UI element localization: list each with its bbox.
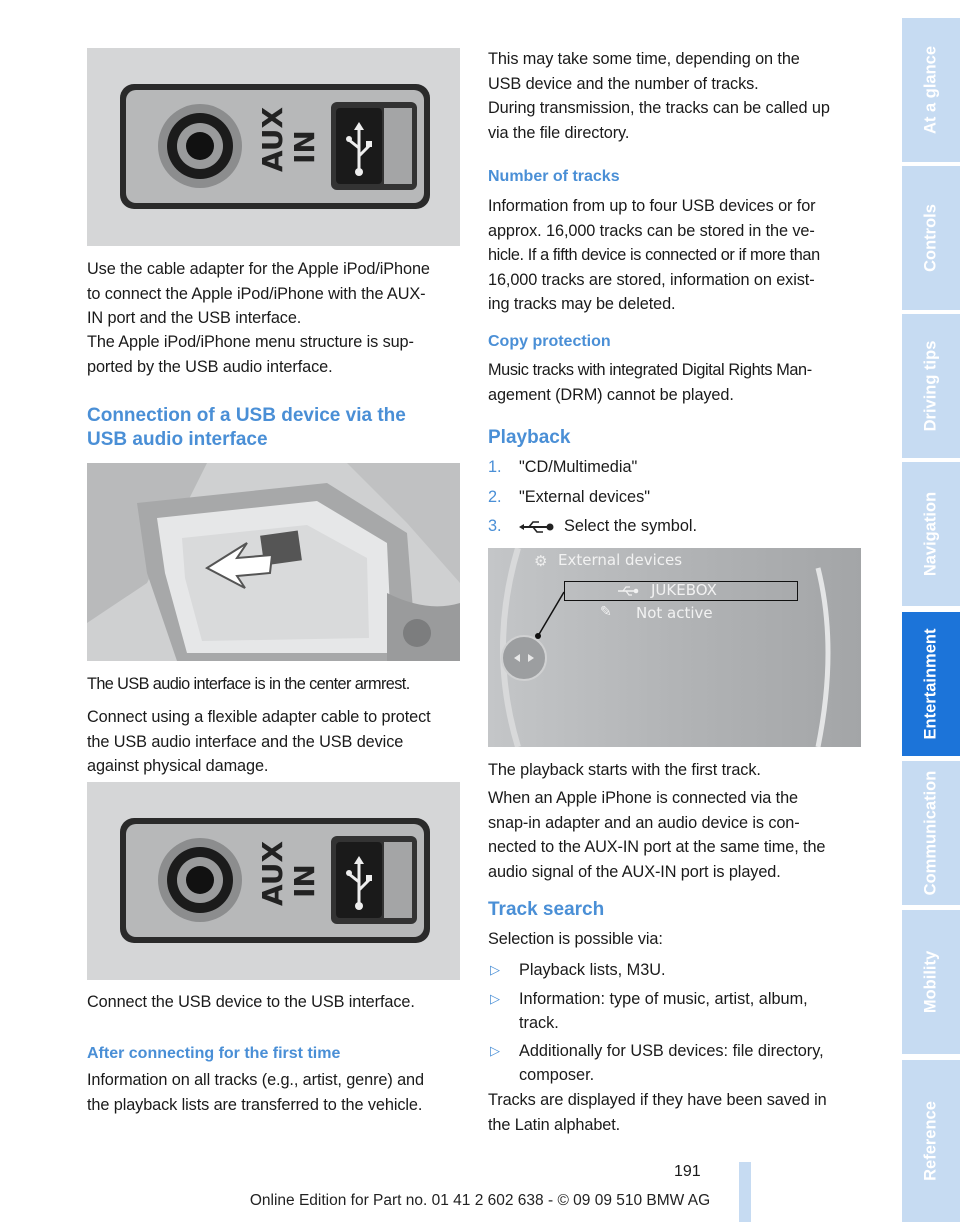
footer-edition: Online Edition for Part no. 01 41 2 602 638 - © 09 09 510 BMW AG bbox=[249, 1192, 711, 1209]
aux-in-label bbox=[256, 840, 321, 916]
para-selection bbox=[488, 927, 862, 952]
aux-usb-figure-2 bbox=[87, 782, 460, 980]
screen-title: External devices bbox=[558, 551, 683, 569]
heading-line: Copy protection bbox=[488, 333, 611, 350]
not-active-item[interactable]: Not active bbox=[636, 604, 713, 622]
para-copy bbox=[488, 358, 862, 407]
aux-text: AUX bbox=[256, 106, 289, 172]
armrest-illustration bbox=[87, 463, 460, 661]
para-connect-usb bbox=[87, 990, 460, 1015]
para-transmission bbox=[488, 96, 862, 145]
para-armrest bbox=[87, 672, 460, 697]
text-line: the USB audio interface and the USB device bbox=[87, 732, 404, 751]
tab-mobility[interactable] bbox=[902, 910, 960, 1054]
gear-icon: ⚙ bbox=[534, 553, 548, 570]
text-line: Connect the USB device to the USB interface. bbox=[87, 993, 415, 1011]
para-time bbox=[488, 47, 862, 96]
heading-playback bbox=[488, 426, 862, 450]
text-line: Tracks are displayed if they have been saved in bbox=[488, 1091, 827, 1109]
heading-line: Number of tracks bbox=[488, 168, 620, 185]
text-line: the Latin alphabet. bbox=[488, 1115, 621, 1134]
text-line: The USB audio interface is in the center armrest. bbox=[87, 675, 410, 693]
step-number: 1. bbox=[488, 458, 502, 476]
text-line: to connect the Apple iPod/iPhone with the AUX- bbox=[87, 284, 426, 303]
list-item-text: Information: type of music, artist, album, bbox=[519, 990, 808, 1008]
para-first-connection bbox=[87, 1068, 460, 1117]
step-text: "CD/Multimedia" bbox=[519, 458, 638, 476]
usb-symbol-icon bbox=[519, 518, 555, 543]
heading-usb-connection bbox=[87, 404, 460, 452]
pen-icon: ✎ bbox=[600, 603, 612, 619]
center-armrest-figure bbox=[87, 463, 460, 661]
text-line: 16,000 tracks are stored, information on exist- bbox=[488, 270, 815, 289]
step-number: 3. bbox=[488, 517, 502, 535]
para-iphone bbox=[488, 786, 862, 884]
step-number: 2. bbox=[488, 488, 502, 506]
jukebox-label: JUKEBOX bbox=[651, 581, 717, 599]
list-item-text: Playback lists, M3U. bbox=[519, 961, 666, 979]
playback-steps bbox=[488, 455, 862, 535]
track-search-list bbox=[488, 958, 862, 1088]
aux-usb-figure-1 bbox=[87, 48, 460, 246]
tab-label: Communication bbox=[921, 770, 940, 896]
text-line: ing tracks may be deleted. bbox=[488, 295, 676, 313]
step-text: "External devices" bbox=[519, 488, 651, 506]
triangle-bullet-icon: ▷ bbox=[490, 962, 500, 977]
tab-label: Reference bbox=[921, 1101, 940, 1181]
list-item-text: Additionally for USB devices: file directory, bbox=[519, 1042, 824, 1060]
text-line: agement (DRM) cannot be played. bbox=[488, 385, 734, 404]
text-line: snap-in adapter and an audio device is con- bbox=[488, 813, 800, 832]
triangle-bullet-icon: ▷ bbox=[490, 1043, 500, 1058]
heading-first-connection bbox=[87, 1043, 460, 1065]
text-line: This may take some time, depending on the bbox=[488, 50, 800, 68]
heading-line: Playback bbox=[488, 427, 571, 448]
text-line: against physical damage. bbox=[87, 757, 269, 775]
in-text: IN bbox=[288, 864, 321, 898]
text-line: Information on all tracks (e.g., artist, genre) and bbox=[87, 1071, 424, 1089]
tab-label: Controls bbox=[921, 204, 940, 272]
tab-label: Mobility bbox=[921, 950, 940, 1014]
tab-navigation[interactable] bbox=[902, 462, 960, 606]
text-line: the playback lists are transferred to the vehicle. bbox=[87, 1095, 423, 1114]
text-line: Use the cable adapter for the Apple iPod/iPhone bbox=[87, 260, 430, 278]
tab-at-a-glance[interactable] bbox=[902, 18, 960, 162]
tab-label: Driving tips bbox=[921, 340, 940, 432]
text-line: USB device and the number of tracks. bbox=[488, 74, 759, 93]
usb-icon bbox=[617, 584, 639, 602]
triangle-bullet-icon: ▷ bbox=[490, 991, 500, 1006]
heading-line: After connecting for the first time bbox=[87, 1045, 341, 1062]
heading-line: USB audio interface bbox=[87, 429, 268, 450]
heading-line: Connection of a USB device via the bbox=[87, 405, 406, 426]
tab-label: At a glance bbox=[921, 45, 940, 135]
tab-driving-tips[interactable] bbox=[902, 314, 960, 458]
text-line: hicle. If a fifth device is connected or if more than bbox=[488, 246, 820, 264]
heading-line: Track search bbox=[488, 899, 605, 920]
text-line: approx. 16,000 tracks can be stored in the ve- bbox=[488, 221, 815, 240]
caption-apple-adapter bbox=[87, 257, 460, 331]
tab-controls[interactable] bbox=[902, 166, 960, 310]
tab-label: Navigation bbox=[921, 491, 940, 577]
tab-label: Entertainment bbox=[921, 628, 940, 740]
aux-text: AUX bbox=[256, 840, 289, 906]
text-line: ported by the USB audio interface. bbox=[87, 357, 333, 376]
aux-in-label bbox=[256, 106, 321, 182]
jukebox-item[interactable] bbox=[564, 581, 798, 601]
idrive-screen bbox=[488, 548, 861, 747]
tab-entertainment[interactable] bbox=[902, 612, 960, 756]
para-tracks bbox=[488, 194, 862, 317]
text-line: During transmission, the tracks can be called up bbox=[488, 99, 830, 117]
text-line: Selection is possible via: bbox=[488, 930, 663, 948]
text-line: via the file directory. bbox=[488, 123, 630, 142]
para-connect-adapter bbox=[87, 705, 460, 779]
tab-communication[interactable] bbox=[902, 761, 960, 905]
heading-track-search bbox=[488, 898, 862, 922]
text-line: nected to the AUX-IN port at the same time, the bbox=[488, 838, 826, 856]
caption-menu-structure bbox=[87, 330, 460, 379]
para-playback-start bbox=[488, 758, 862, 783]
heading-number-of-tracks bbox=[488, 166, 862, 188]
text-line: When an Apple iPhone is connected via the bbox=[488, 789, 798, 807]
text-line: Information from up to four USB devices or for bbox=[488, 197, 816, 215]
heading-copy-protection bbox=[488, 331, 862, 353]
step-text: Select the symbol. bbox=[564, 517, 698, 535]
list-item-text: track. bbox=[519, 1014, 559, 1032]
text-line: The Apple iPod/iPhone menu structure is sup- bbox=[87, 333, 414, 351]
screen-background bbox=[488, 548, 861, 747]
page-number: 191 bbox=[674, 1163, 701, 1180]
text-line: Connect using a flexible adapter cable to protect bbox=[87, 708, 431, 726]
list-item-text: composer. bbox=[519, 1066, 595, 1084]
para-latin bbox=[488, 1088, 862, 1137]
text-line: Music tracks with integrated Digital Rights Man- bbox=[488, 361, 812, 379]
in-text: IN bbox=[288, 130, 321, 164]
text-line: The playback starts with the first track. bbox=[488, 761, 761, 779]
text-line: IN port and the USB interface. bbox=[87, 309, 302, 327]
text-line: audio signal of the AUX-IN port is played. bbox=[488, 862, 781, 881]
